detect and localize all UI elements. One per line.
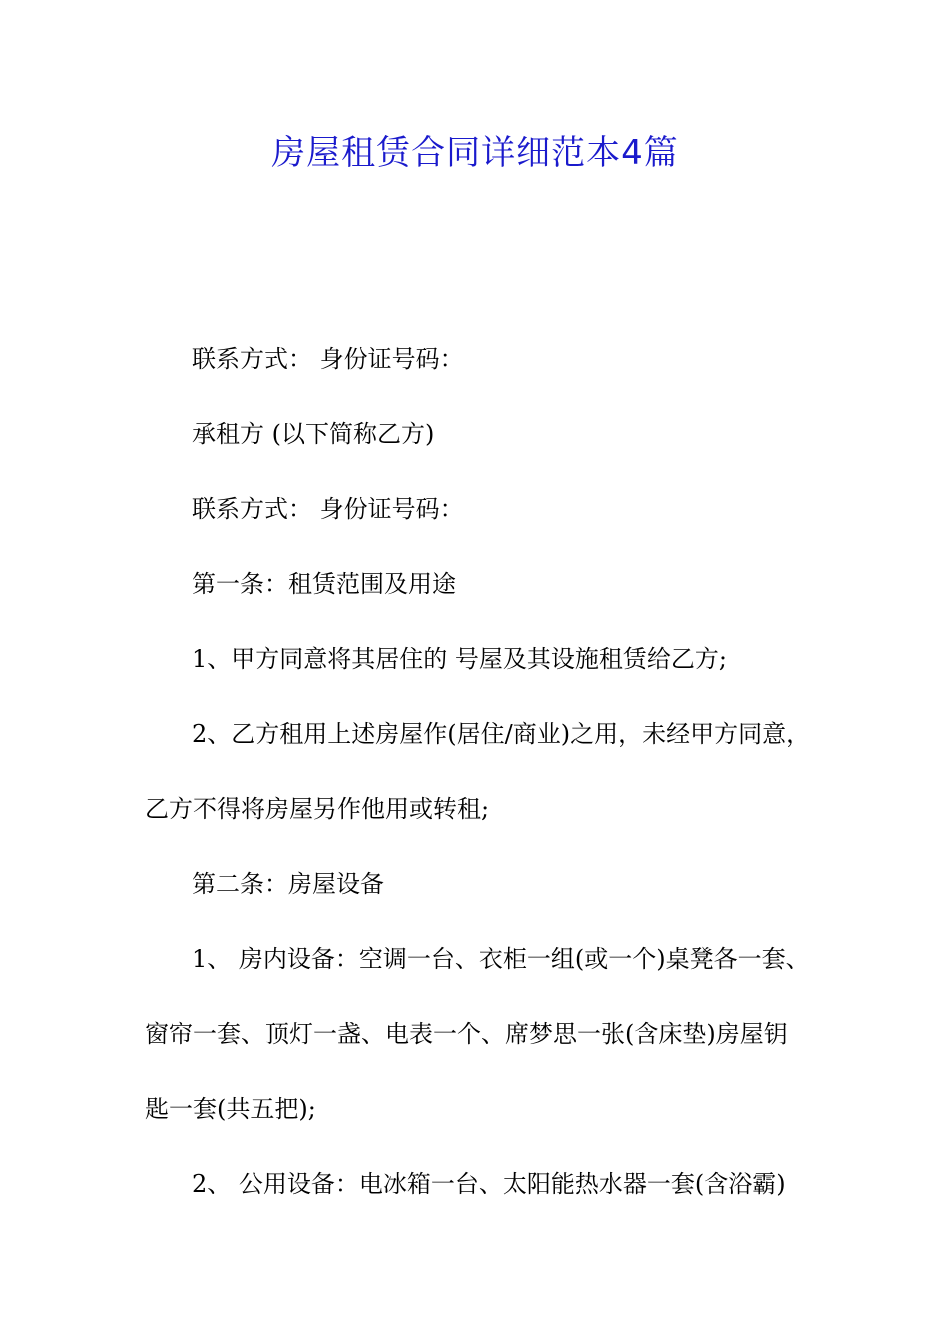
paragraph-article-2-item-2: 2、 公用设备：电冰箱一台、太阳能热水器一套(含浴霸) bbox=[192, 1170, 786, 1198]
document-title: 房屋租赁合同详细范本4篇 bbox=[271, 133, 679, 173]
paragraph-article-2-item-1-end: 匙一套(共五把); bbox=[145, 1095, 316, 1123]
heading-article-2: 第二条：房屋设备 bbox=[192, 870, 384, 898]
heading-article-1: 第一条：租赁范围及用途 bbox=[192, 570, 456, 598]
paragraph-lessee: 承租方 (以下简称乙方) bbox=[192, 420, 435, 448]
paragraph-lessee-contact: 联系方式： 身份证号码： bbox=[192, 495, 464, 523]
paragraph-article-1-item-2-cont: 乙方不得将房屋另作他用或转租; bbox=[145, 795, 490, 823]
paragraph-lessor-contact: 联系方式： 身份证号码： bbox=[192, 345, 464, 373]
paragraph-article-1-item-2: 2、乙方租用上述房屋作(居住/商业)之用，未经甲方同意， bbox=[192, 720, 811, 748]
paragraph-article-1-item-1: 1、甲方同意将其居住的 号屋及其设施租赁给乙方; bbox=[192, 645, 727, 673]
paragraph-article-2-item-1-cont: 窗帘一套、顶灯一盏、电表一个、席梦思一张(含床垫)房屋钥 bbox=[145, 1020, 788, 1048]
paragraph-article-2-item-1: 1、 房内设备：空调一台、衣柜一组(或一个)桌凳各一套、 bbox=[192, 945, 810, 973]
